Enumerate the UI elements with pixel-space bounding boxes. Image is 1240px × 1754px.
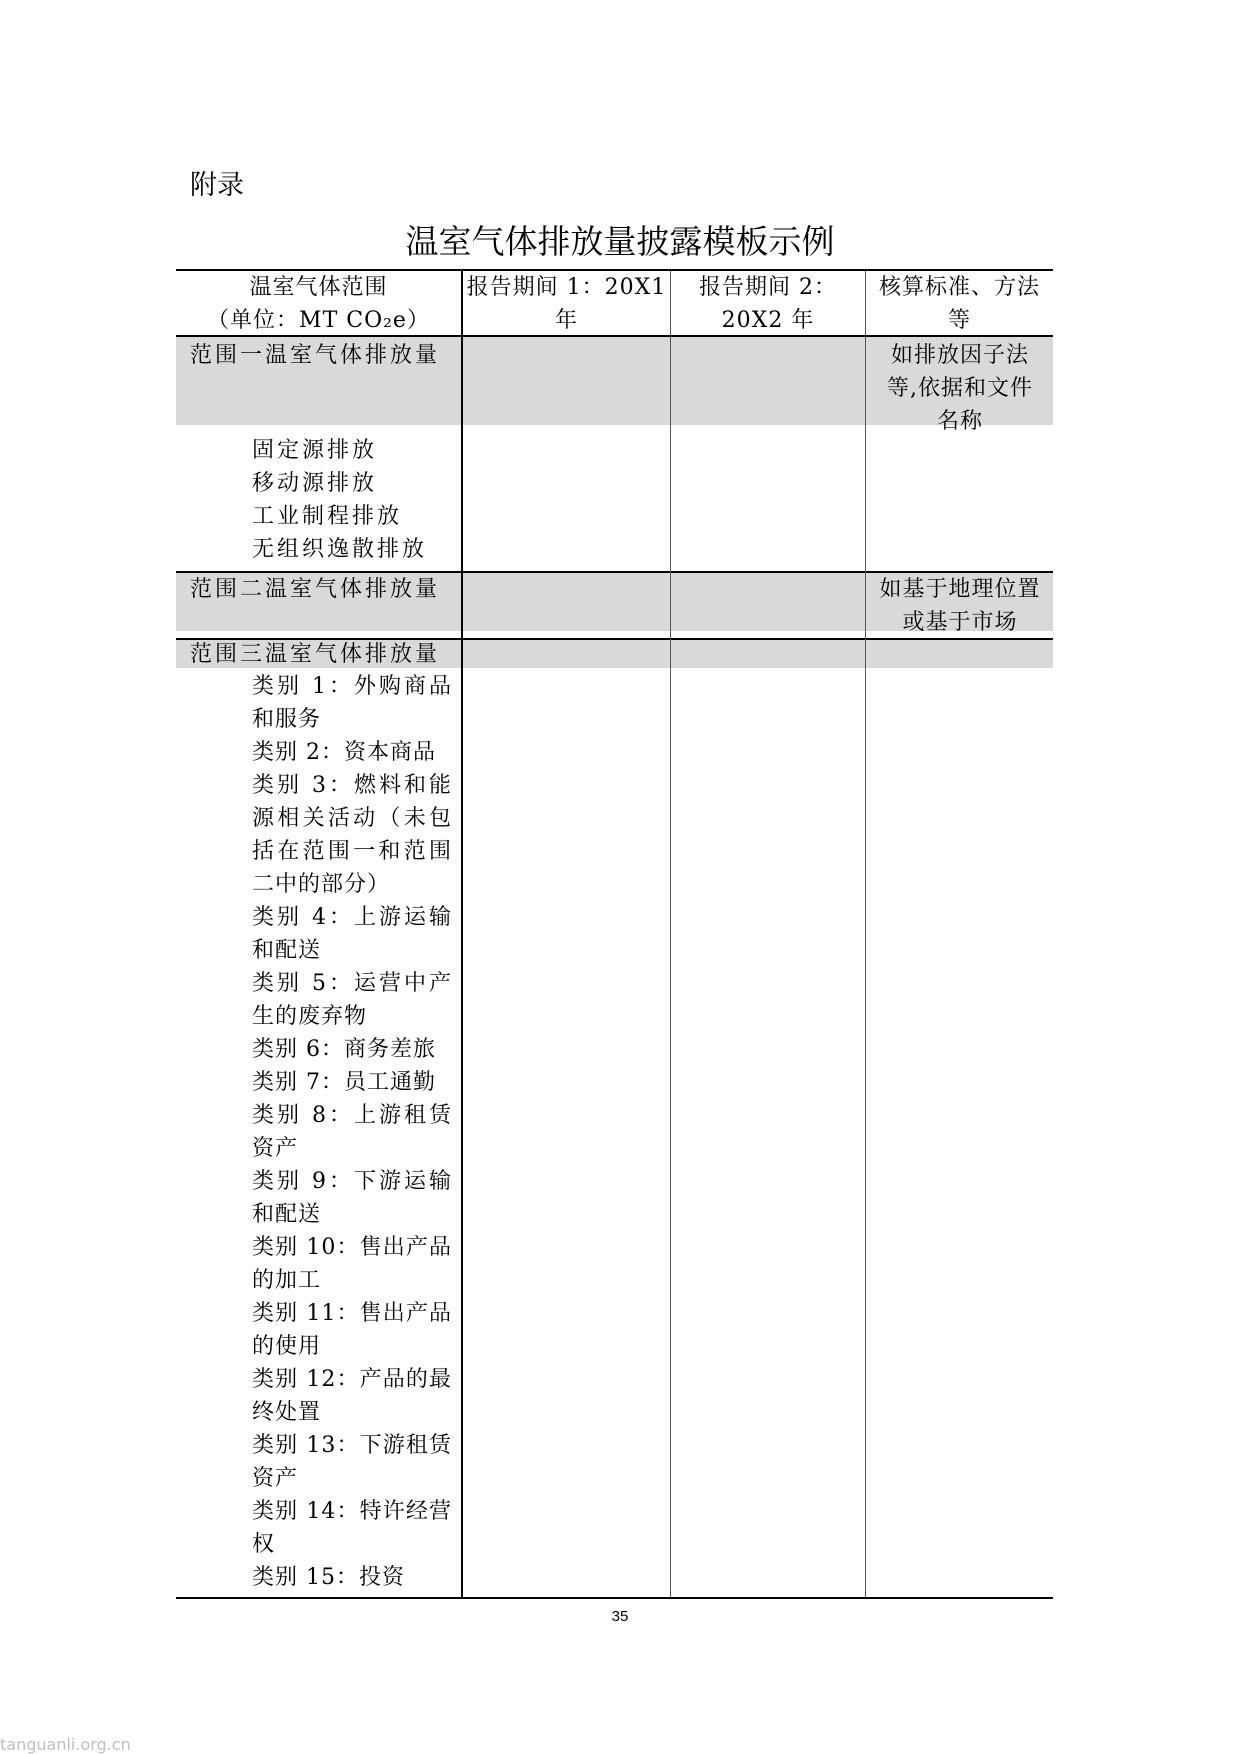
list-item: 类别 7：员工通勤 bbox=[252, 1070, 436, 1095]
header-scope-column bbox=[176, 271, 461, 337]
header-scope-line-2: （单位：MT CO₂e） bbox=[207, 308, 430, 333]
ghg-disclosure-table bbox=[176, 269, 1053, 1599]
header-period2-line-2: 20X2 年 bbox=[721, 308, 815, 333]
header-method-line-2: 等 bbox=[947, 308, 971, 333]
scope2-method-note: 如基于地理位置或基于市场 bbox=[879, 577, 1041, 635]
header-period2-line-1: 报告期间 2： bbox=[699, 275, 837, 300]
list-item: 类别 1：外购商品和服务 bbox=[252, 674, 452, 732]
list-item: 类别 8：上游租赁资产 bbox=[252, 1103, 452, 1161]
list-item: 工业制程排放 bbox=[252, 504, 403, 529]
header-period1-line-1: 报告期间 1：20X1 bbox=[466, 275, 667, 300]
list-item: 类别 13：下游租赁资产 bbox=[252, 1433, 452, 1491]
header-method-line-1: 核算标准、方法 bbox=[878, 275, 1040, 300]
list-item: 类别 15：投资 bbox=[252, 1565, 405, 1590]
scope1-source-list bbox=[252, 434, 452, 566]
scope1-method-note: 如排放因子法等,依据和文件名称 bbox=[887, 343, 1033, 434]
list-item: 类别 3：燃料和能源相关活动（未包括在范围一和范围二中的部分） bbox=[252, 773, 452, 897]
header-scope-line-1: 温室气体范围 bbox=[249, 275, 388, 300]
document-title: 温室气体排放量披露模板示例 bbox=[405, 222, 835, 261]
scope3-label: 范围三温室气体排放量 bbox=[190, 642, 441, 667]
header-method-column bbox=[866, 271, 1053, 337]
scope3-category-list bbox=[252, 670, 452, 1594]
site-watermark: tanguanli.org.cn bbox=[0, 1735, 131, 1754]
list-item: 类别 4：上游运输和配送 bbox=[252, 905, 452, 963]
appendix-heading: 附录 bbox=[190, 170, 244, 201]
list-item: 移动源排放 bbox=[252, 471, 378, 496]
list-item: 固定源排放 bbox=[252, 438, 378, 463]
header-period1-line-2: 年 bbox=[554, 308, 578, 333]
list-item: 类别 12：产品的最终处置 bbox=[252, 1367, 452, 1425]
list-item: 类别 14：特许经营权 bbox=[252, 1499, 452, 1557]
column-divider-2 bbox=[670, 271, 671, 1597]
list-item: 类别 6：商务差旅 bbox=[252, 1037, 436, 1062]
header-period1-column bbox=[463, 271, 670, 337]
column-divider-1 bbox=[461, 271, 463, 1597]
page-number: 35 bbox=[611, 1608, 629, 1625]
scope2-label: 范围二温室气体排放量 bbox=[190, 577, 441, 602]
list-item: 类别 2：资本商品 bbox=[252, 740, 436, 765]
list-item: 类别 10：售出产品的加工 bbox=[252, 1235, 452, 1293]
list-item: 无组织逸散排放 bbox=[252, 537, 428, 562]
list-item: 类别 9：下游运输和配送 bbox=[252, 1169, 452, 1227]
header-period2-column bbox=[671, 271, 865, 337]
column-divider-3 bbox=[865, 271, 866, 1597]
list-item: 类别 5：运营中产生的废弃物 bbox=[252, 971, 452, 1029]
scope1-label: 范围一温室气体排放量 bbox=[190, 343, 441, 368]
list-item: 类别 11：售出产品的使用 bbox=[252, 1301, 452, 1359]
